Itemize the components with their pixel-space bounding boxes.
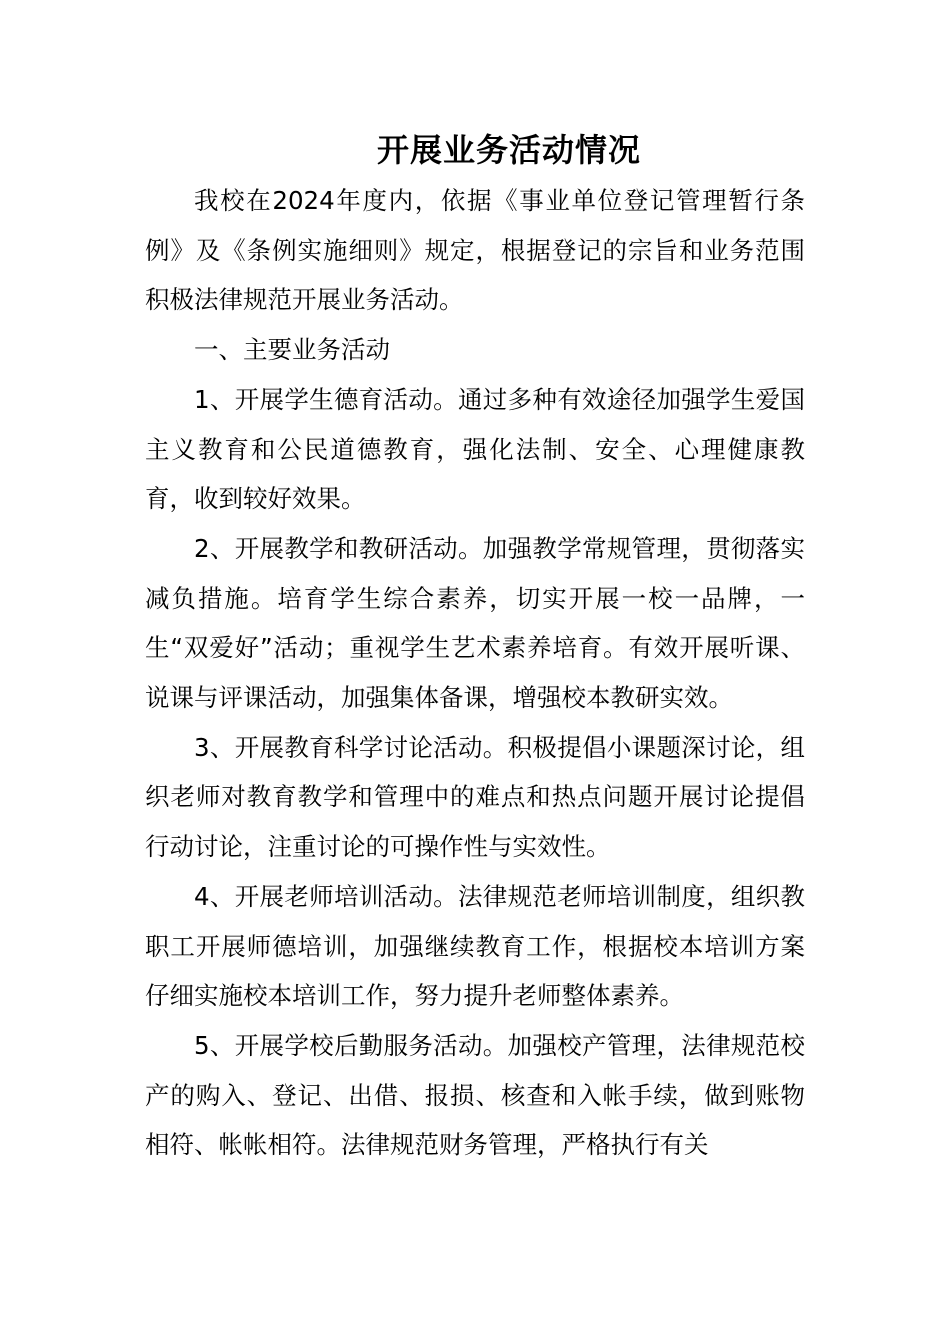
- item-paragraph-5: 5、开展学校后勤服务活动。加强校产管理，法律规范校产的购入、登记、出借、报损、核查和入帐手续，做到账物相符、帐帐相符。法律规范财务管理，严格执行有关: [145, 1030, 805, 1160]
- page-title: 开展业务活动情况: [376, 131, 641, 169]
- intro-paragraph: 我校在2024年度内，依据《事业单位登记管理暂行条例》及《条例实施细则》规定，根据登记的宗旨和业务范围积极法律规范开展业务活动。: [145, 186, 805, 315]
- document-body: [145, 176, 805, 1170]
- section-heading: 一、主要业务活动: [194, 335, 390, 365]
- item-paragraph-1: 1、开展学生德育活动。通过多种有效途径加强学生爱国主义教育和公民道德教育，强化法制、安全、心理健康教育，收到较好效果。: [145, 384, 805, 514]
- item-paragraph-4: 4、开展老师培训活动。法律规范老师培训制度，组织教职工开展师德培训，加强继续教育工作，根据校本培训方案仔细实施校本培训工作，努力提升老师整体素养。: [145, 881, 805, 1011]
- item-paragraph-3: 3、开展教育科学讨论活动。积极提倡小课题深讨论，组织老师对教育教学和管理中的难点和热点问题开展讨论提倡行动讨论，注重讨论的可操作性与实效性。: [145, 732, 805, 862]
- item-paragraph-2: 2、开展教学和教研活动。加强教学常规管理，贯彻落实减负措施。培育学生综合素养，切实开展一校一品牌，一生“双爱好”活动；重视学生艺术素养培育。有效开展听课、说课与评课活动，加强集体备课，增强校本教研实效。: [145, 533, 805, 713]
